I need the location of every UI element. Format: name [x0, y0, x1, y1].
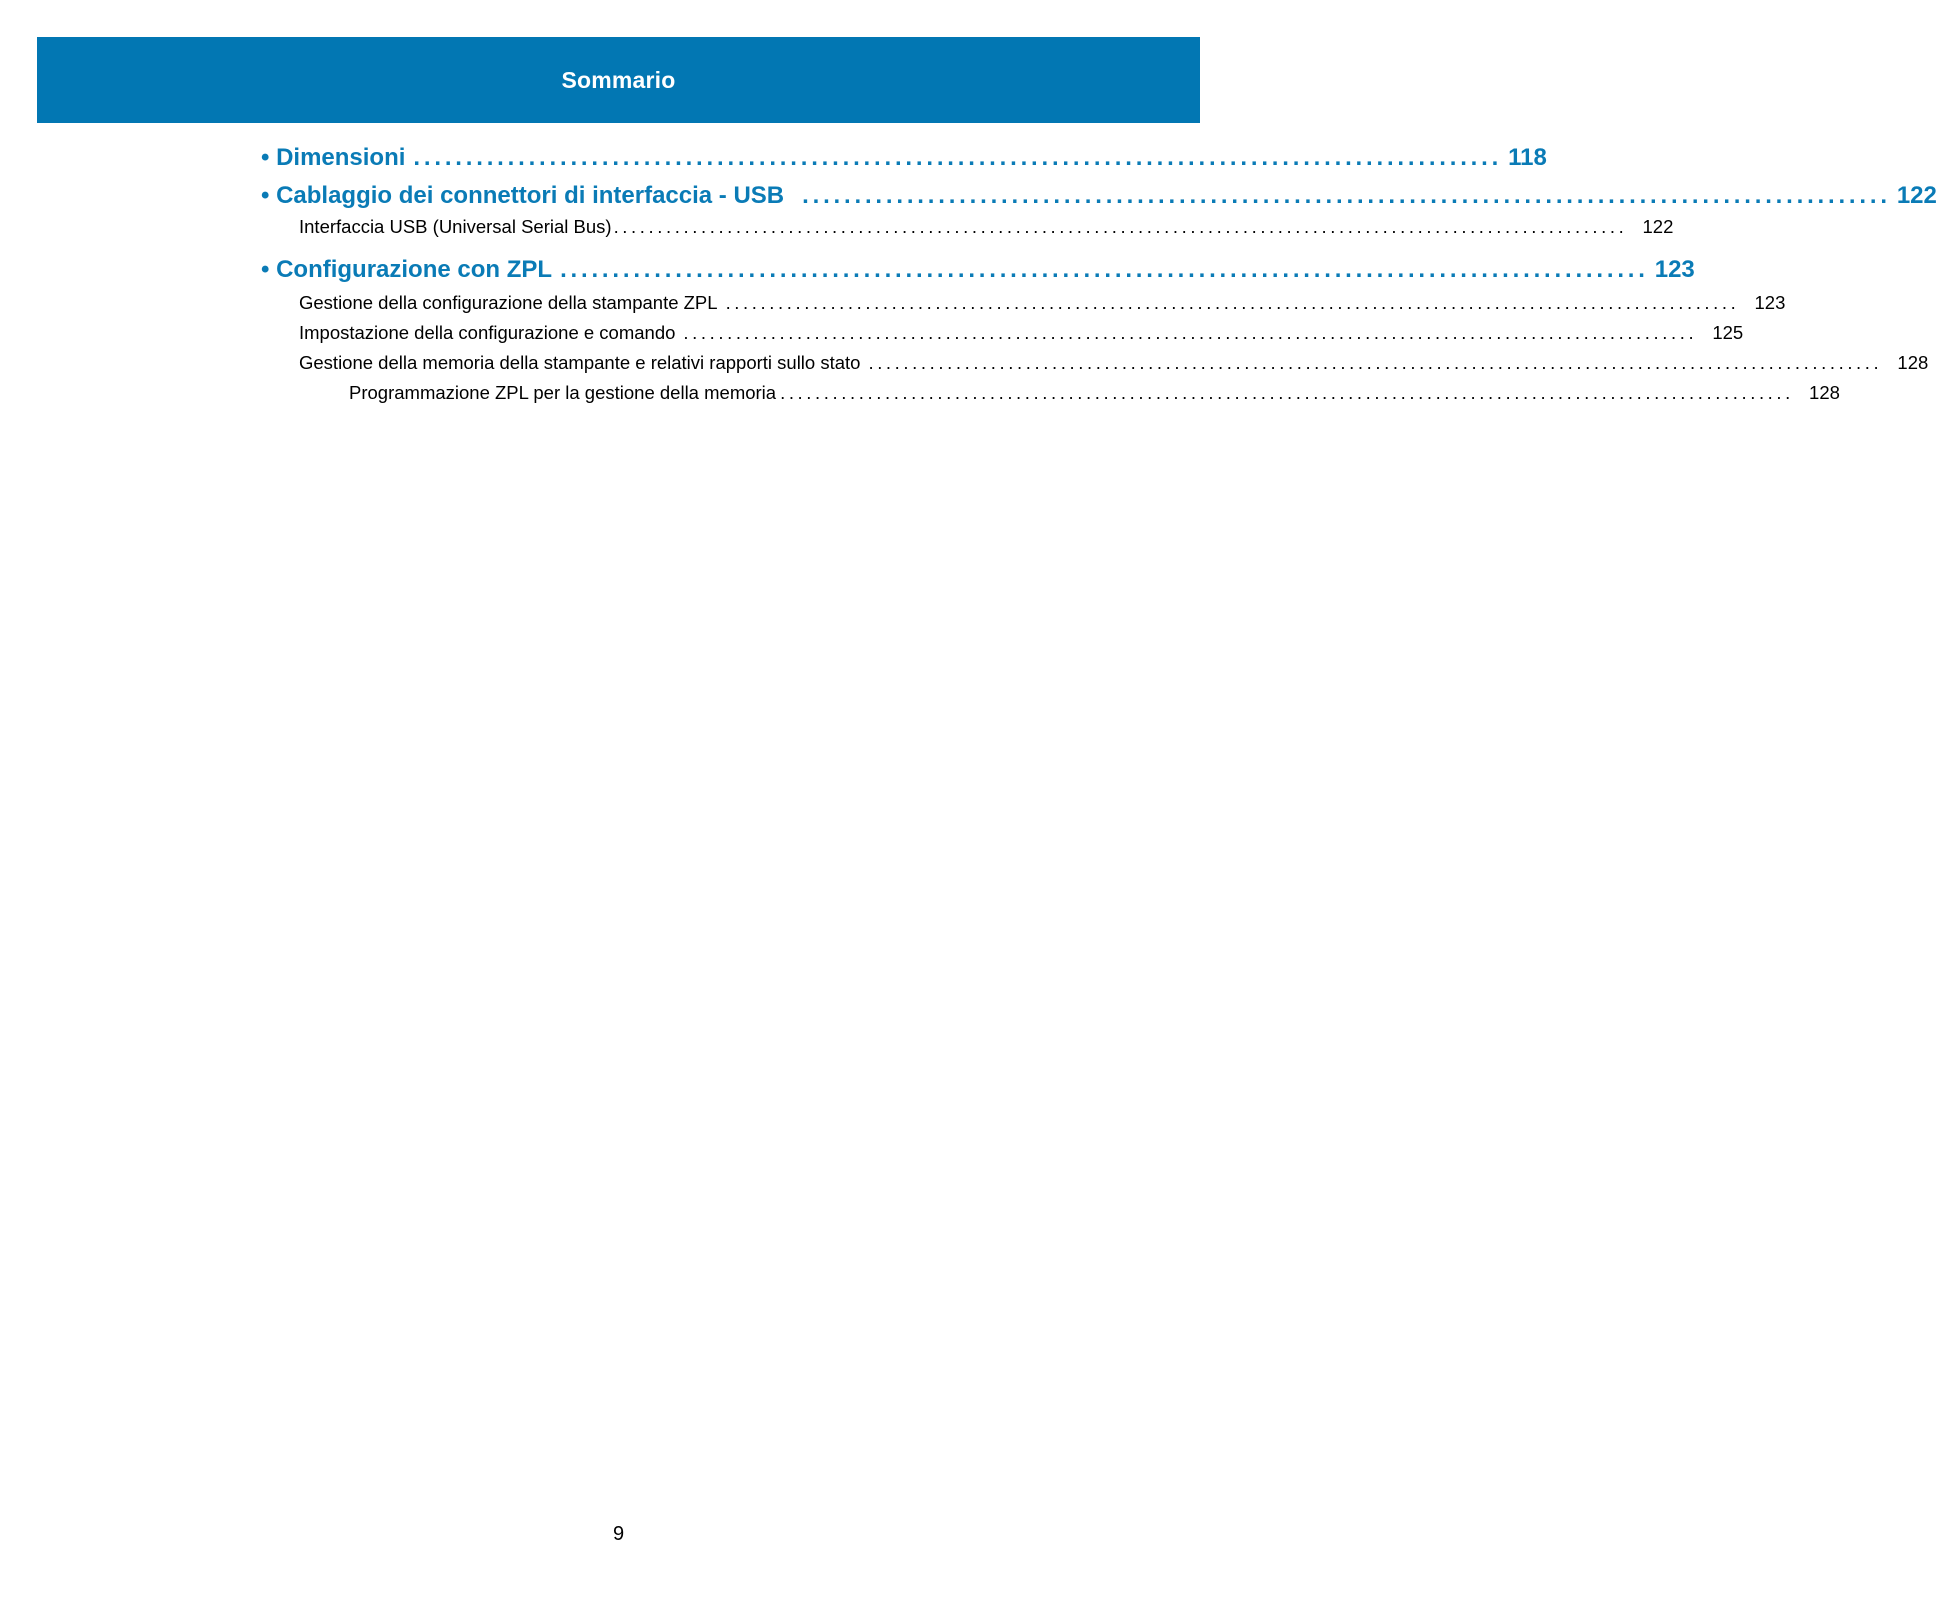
toc-dot-leader: .................................................................................................................... [683, 322, 1698, 343]
toc-dot-leader: .................................................................................................................... [613, 216, 1628, 237]
toc-entry-label: • Dimensioni [261, 144, 406, 171]
toc-entry-page: 122 [1896, 182, 1937, 209]
toc-entry-page: 123 [1654, 256, 1695, 283]
toc-entry-label: Gestione della configurazione della stampante ZPL [299, 292, 718, 313]
toc-entry-impostazione-configurazione[interactable] [261, 322, 1744, 352]
toc-entry-label: Gestione della memoria della stampante e relativi rapporti sullo stato [299, 352, 861, 373]
toc-entry-configurazione-zpl[interactable] [261, 256, 1695, 288]
toc-entry-page: 125 [1712, 322, 1744, 343]
toc-entry-label: Interfaccia USB (Universal Serial Bus) [299, 216, 612, 237]
toc-entry-page: 128 [1809, 382, 1840, 403]
toc-dot-leader: .................................................................................................................... [725, 292, 1740, 313]
toc-entry-programmazione-zpl[interactable] [261, 382, 1840, 412]
toc-entry-label: Programmazione ZPL per la gestione della memoria [349, 382, 777, 403]
toc-dot-leader: .................................................................................................................... [780, 382, 1794, 403]
toc-entry-dimensioni[interactable] [261, 144, 1547, 176]
toc-entry-gestione-configurazione[interactable] [261, 292, 1786, 322]
toc-dot-leader: ........................................................................................................ [560, 256, 1649, 283]
toc-entry-interfaccia-usb[interactable] [261, 216, 1674, 246]
toc-entry-gestione-memoria[interactable] [261, 352, 1929, 382]
toc-entry-label: • Configurazione con ZPL [261, 256, 553, 283]
toc-entry-label: Impostazione della configurazione e comando [299, 322, 676, 343]
toc-entry-page: 128 [1897, 352, 1929, 373]
toc-dot-leader: ........................................................................................................ [413, 144, 1503, 171]
toc-dot-leader: ........................................................................................................ [802, 182, 1891, 209]
toc-dot-leader: .................................................................................................................... [868, 352, 1883, 373]
page-title: Sommario [561, 66, 676, 93]
header-bar [37, 37, 1200, 123]
toc-entry-label: • Cablaggio dei connettori di interfaccia - USB [261, 182, 785, 209]
toc-entry-page: 122 [1642, 216, 1674, 237]
table-of-contents [261, 138, 1937, 412]
toc-entry-page: 118 [1508, 144, 1547, 171]
page-number: 9 [612, 1523, 625, 1545]
toc-entry-cablaggio-usb[interactable] [261, 182, 1937, 214]
toc-entry-page: 123 [1754, 292, 1786, 313]
